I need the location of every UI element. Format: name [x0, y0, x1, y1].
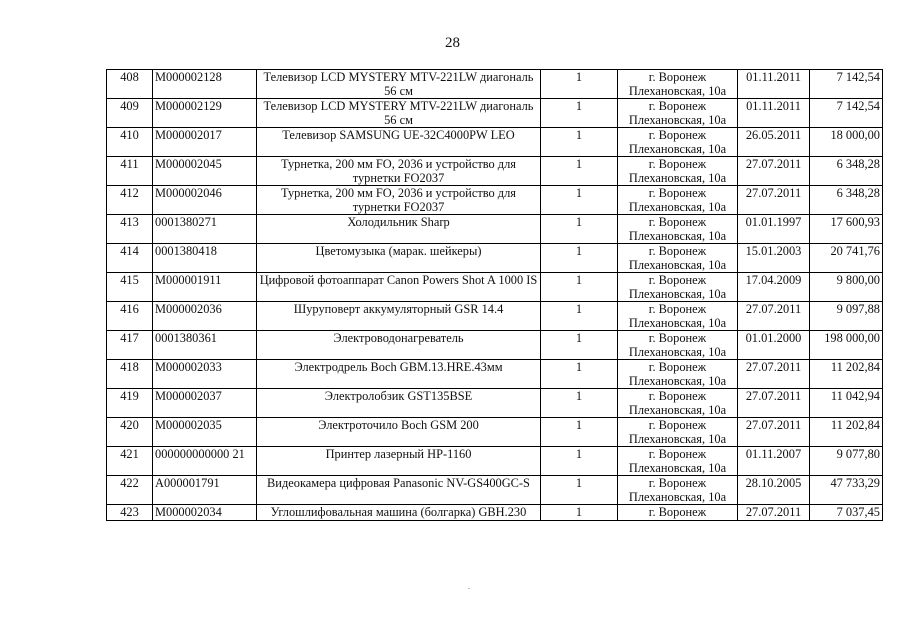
cell-item-name: Телевизор SAMSUNG UE-32C4000PW LEO	[257, 128, 541, 157]
cell-date: 01.01.1997	[738, 215, 810, 244]
location-city: г. Воронеж	[648, 302, 707, 316]
table-body	[107, 70, 883, 521]
cell-cost: 6 348,28	[810, 186, 883, 215]
cell-item-name: Электролобзик GST135BSE	[257, 389, 541, 418]
cell-location	[618, 99, 738, 128]
cell-location	[618, 447, 738, 476]
cell-item-number: 421	[107, 447, 153, 476]
cell-location	[618, 389, 738, 418]
cell-location	[618, 70, 738, 99]
table-row	[107, 99, 883, 128]
cell-item-number: 422	[107, 476, 153, 505]
asset-registry-table	[106, 69, 883, 521]
location-city: г. Воронеж	[648, 99, 707, 113]
cell-location	[618, 215, 738, 244]
cell-item-name: Холодильник Sharp	[257, 215, 541, 244]
cell-inventory-code: 000000000000 21	[153, 447, 257, 476]
cell-item-number: 409	[107, 99, 153, 128]
cell-cost: 6 348,28	[810, 157, 883, 186]
cell-date: 28.10.2005	[738, 476, 810, 505]
cell-cost: 7 037,45	[810, 505, 883, 521]
scan-speck	[468, 588, 470, 589]
cell-date: 01.11.2011	[738, 70, 810, 99]
cell-cost: 7 142,54	[810, 99, 883, 128]
cell-date: 01.11.2007	[738, 447, 810, 476]
cell-cost: 47 733,29	[810, 476, 883, 505]
cell-quantity: 1	[541, 244, 618, 273]
cell-inventory-code: M000002045	[153, 157, 257, 186]
cell-quantity: 1	[541, 215, 618, 244]
cell-quantity: 1	[541, 476, 618, 505]
cell-item-name: Электроводонагреватель	[257, 331, 541, 360]
cell-date: 17.04.2009	[738, 273, 810, 302]
cell-inventory-code: M000002035	[153, 418, 257, 447]
cell-quantity: 1	[541, 273, 618, 302]
cell-item-name: Углошлифовальная машина (болгарка) GBH.230	[257, 505, 541, 521]
cell-date: 26.05.2011	[738, 128, 810, 157]
table-row	[107, 331, 883, 360]
cell-cost: 9 800,00	[810, 273, 883, 302]
cell-quantity: 1	[541, 418, 618, 447]
location-city: г. Воронеж	[648, 418, 707, 432]
cell-item-name: Цветомузыка (марак. шейкеры)	[257, 244, 541, 273]
location-city: г. Воронеж	[648, 476, 707, 490]
location-city: г. Воронеж	[648, 244, 707, 258]
location-street: Плехановская, 10а	[628, 316, 727, 330]
location-street: Плехановская, 10а	[628, 374, 727, 388]
cell-location	[618, 186, 738, 215]
table-row	[107, 273, 883, 302]
table-row	[107, 302, 883, 331]
cell-date: 01.11.2011	[738, 99, 810, 128]
cell-item-number: 423	[107, 505, 153, 521]
location-city: г. Воронеж	[648, 128, 707, 142]
cell-location	[618, 505, 738, 521]
cell-cost: 7 142,54	[810, 70, 883, 99]
cell-cost: 20 741,76	[810, 244, 883, 273]
cell-item-name: Электроточило Boch GSM 200	[257, 418, 541, 447]
cell-cost: 17 600,93	[810, 215, 883, 244]
table-row	[107, 215, 883, 244]
cell-date: 27.07.2011	[738, 157, 810, 186]
cell-item-name: Шуруповерт аккумуляторный GSR 14.4	[257, 302, 541, 331]
table-row	[107, 70, 883, 99]
cell-location	[618, 157, 738, 186]
cell-date: 27.07.2011	[738, 186, 810, 215]
cell-item-number: 416	[107, 302, 153, 331]
table-row	[107, 360, 883, 389]
cell-quantity: 1	[541, 389, 618, 418]
cell-cost: 18 000,00	[810, 128, 883, 157]
table-row	[107, 186, 883, 215]
cell-quantity: 1	[541, 447, 618, 476]
cell-cost: 11 042,94	[810, 389, 883, 418]
cell-quantity: 1	[541, 360, 618, 389]
location-street: Плехановская, 10а	[628, 84, 727, 98]
cell-location	[618, 331, 738, 360]
cell-item-name: Турнетка, 200 мм FO, 2036 и устройство для турнетки FO2037	[257, 157, 541, 186]
location-street: Плехановская, 10а	[628, 287, 727, 301]
cell-inventory-code: M000001911	[153, 273, 257, 302]
cell-inventory-code: 0001380271	[153, 215, 257, 244]
cell-quantity: 1	[541, 302, 618, 331]
cell-inventory-code: A000001791	[153, 476, 257, 505]
cell-item-number: 414	[107, 244, 153, 273]
location-city: г. Воронеж	[648, 215, 707, 229]
cell-item-number: 413	[107, 215, 153, 244]
cell-cost: 198 000,00	[810, 331, 883, 360]
cell-location	[618, 128, 738, 157]
cell-item-number: 412	[107, 186, 153, 215]
cell-date: 27.07.2011	[738, 302, 810, 331]
table-row	[107, 418, 883, 447]
cell-item-number: 417	[107, 331, 153, 360]
cell-cost: 11 202,84	[810, 360, 883, 389]
cell-date: 27.07.2011	[738, 389, 810, 418]
cell-inventory-code: M000002129	[153, 99, 257, 128]
location-street: Плехановская, 10а	[628, 142, 727, 156]
cell-inventory-code: M000002037	[153, 389, 257, 418]
cell-location	[618, 418, 738, 447]
cell-item-name: Принтер лазерный HP-1160	[257, 447, 541, 476]
location-city: г. Воронеж	[648, 505, 707, 519]
cell-location	[618, 476, 738, 505]
cell-date: 27.07.2011	[738, 360, 810, 389]
table-row	[107, 505, 883, 521]
location-street: Плехановская, 10а	[628, 403, 727, 417]
cell-location	[618, 273, 738, 302]
location-city: г. Воронеж	[648, 157, 707, 171]
cell-location	[618, 360, 738, 389]
location-street: Плехановская, 10а	[628, 229, 727, 243]
location-street: Плехановская, 10а	[628, 171, 727, 185]
page-number: 28	[445, 35, 460, 51]
cell-date: 27.07.2011	[738, 505, 810, 521]
cell-inventory-code: M000002033	[153, 360, 257, 389]
cell-quantity: 1	[541, 99, 618, 128]
cell-inventory-code: M000002034	[153, 505, 257, 521]
location-city: г. Воронеж	[648, 331, 707, 345]
location-street: Плехановская, 10а	[628, 113, 727, 127]
cell-item-number: 408	[107, 70, 153, 99]
location-street: Плехановская, 10а	[628, 490, 727, 504]
location-city: г. Воронеж	[648, 273, 707, 287]
table-row	[107, 476, 883, 505]
location-city: г. Воронеж	[648, 360, 707, 374]
cell-date: 01.01.2000	[738, 331, 810, 360]
cell-inventory-code: M000002036	[153, 302, 257, 331]
location-street: Плехановская, 10а	[628, 432, 727, 446]
location-street: Плехановская, 10а	[628, 258, 727, 272]
cell-quantity: 1	[541, 157, 618, 186]
cell-item-name: Электродрель Boch GBM.13.HRE.43мм	[257, 360, 541, 389]
cell-inventory-code: M000002128	[153, 70, 257, 99]
cell-item-name: Турнетка, 200 мм FO, 2036 и устройство для турнетки FO2037	[257, 186, 541, 215]
table-row	[107, 128, 883, 157]
table-row	[107, 389, 883, 418]
table-row	[107, 447, 883, 476]
cell-item-number: 411	[107, 157, 153, 186]
cell-cost: 9 097,88	[810, 302, 883, 331]
table-row	[107, 244, 883, 273]
cell-quantity: 1	[541, 505, 618, 521]
cell-item-name: Видеокамера цифровая Panasonic NV-GS400GC-S	[257, 476, 541, 505]
cell-item-number: 418	[107, 360, 153, 389]
cell-quantity: 1	[541, 70, 618, 99]
cell-item-name: Цифровой фотоаппарат Canon Powers Shot A 1000 IS	[257, 273, 541, 302]
cell-date: 27.07.2011	[738, 418, 810, 447]
location-street: Плехановская, 10а	[628, 200, 727, 214]
location-city: г. Воронеж	[648, 186, 707, 200]
cell-item-name: Телевизор LCD MYSTERY MTV-221LW диагональ 56 см	[257, 99, 541, 128]
cell-item-name: Телевизор LCD MYSTERY MTV-221LW диагональ 56 см	[257, 70, 541, 99]
cell-item-number: 419	[107, 389, 153, 418]
cell-inventory-code: 0001380418	[153, 244, 257, 273]
cell-item-number: 410	[107, 128, 153, 157]
location-city: г. Воронеж	[648, 389, 707, 403]
cell-cost: 11 202,84	[810, 418, 883, 447]
cell-inventory-code: M000002046	[153, 186, 257, 215]
cell-item-number: 415	[107, 273, 153, 302]
location-city: г. Воронеж	[648, 70, 707, 84]
location-city: г. Воронеж	[648, 447, 707, 461]
cell-item-number: 420	[107, 418, 153, 447]
cell-location	[618, 302, 738, 331]
cell-quantity: 1	[541, 186, 618, 215]
cell-inventory-code: 0001380361	[153, 331, 257, 360]
cell-quantity: 1	[541, 128, 618, 157]
cell-location	[618, 244, 738, 273]
table-row	[107, 157, 883, 186]
cell-date: 15.01.2003	[738, 244, 810, 273]
cell-cost: 9 077,80	[810, 447, 883, 476]
location-street: Плехановская, 10а	[628, 345, 727, 359]
cell-inventory-code: M000002017	[153, 128, 257, 157]
cell-quantity: 1	[541, 331, 618, 360]
location-street: Плехановская, 10а	[628, 461, 727, 475]
